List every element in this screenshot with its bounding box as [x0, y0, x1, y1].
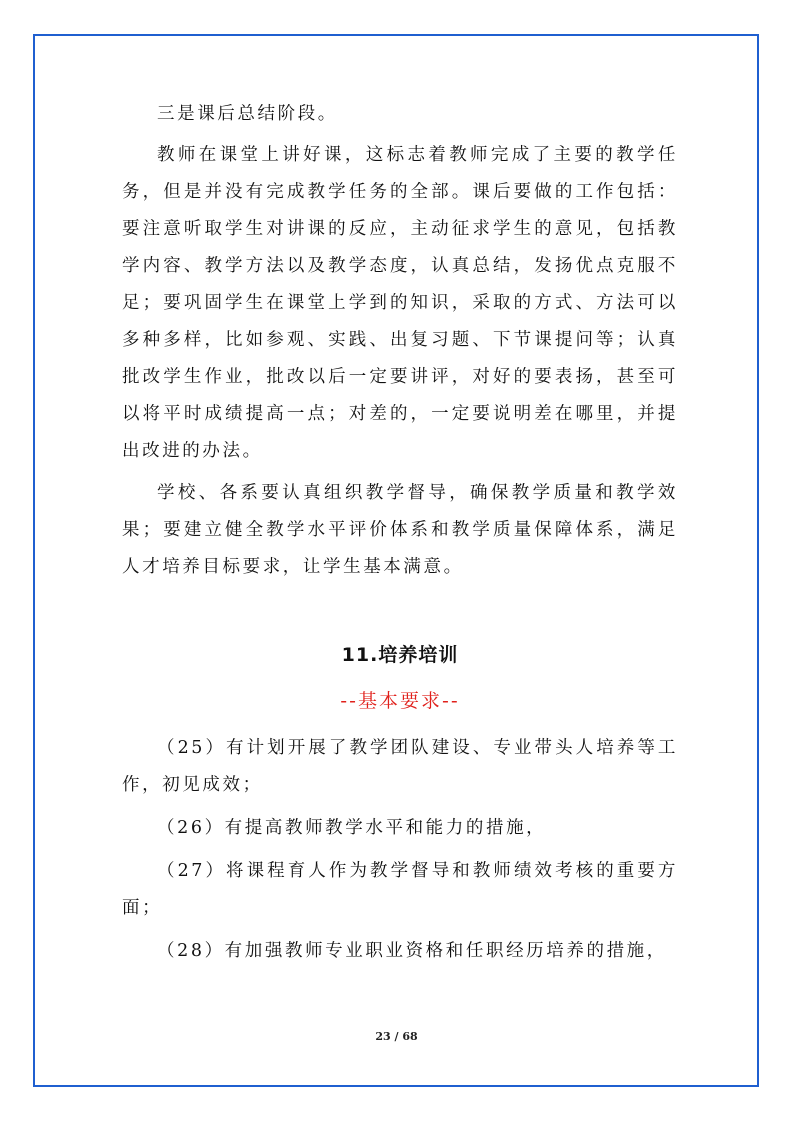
requirement-item-27: （27）将课程育人作为教学督导和教师绩效考核的重要方面；: [122, 861, 678, 918]
requirement-item-25: （25）有计划开展了教学团队建设、专业带头人培养等工作，初见成效；: [122, 738, 678, 795]
section-title: 11.培养培训: [341, 644, 459, 666]
paragraph-stage-title: 三是课后总结阶段。: [157, 104, 338, 124]
page-number: 23 / 68: [375, 1030, 418, 1043]
document-body: [122, 96, 678, 976]
paragraph-teacher-work: 教师在课堂上讲好课，这标志着教师完成了主要的教学任务，但是并没有完成教学任务的全部。课后要做的工作包括：要注意听取学生对讲课的反应，主动征求学生的意见，包括教学内容、教学方法以及教学态度，认真总结，发扬优点克服不足；要巩固学生在课堂上学到的知识，采取的方式、方法可以多种多样，比如参观、实践、出复习题、下节课提问等；认真批改学生作业，批改以后一定要讲评，对好的要表扬，甚至可以将平时成绩提高一点；对差的，一定要说明差在哪里，并提出改进的办法。: [122, 145, 678, 461]
requirement-item-26: （26）有提高教师教学水平和能力的措施，: [157, 818, 547, 838]
paragraph-school-supervision: 学校、各系要认真组织教学督导，确保教学质量和教学效果；要建立健全教学水平评价体系和教学质量保障体系，满足人才培养目标要求，让学生基本满意。: [122, 483, 678, 577]
requirement-item-28: （28）有加强教师专业职业资格和任职经历培养的措施，: [157, 941, 667, 961]
section-subtitle: --基本要求--: [340, 690, 460, 712]
